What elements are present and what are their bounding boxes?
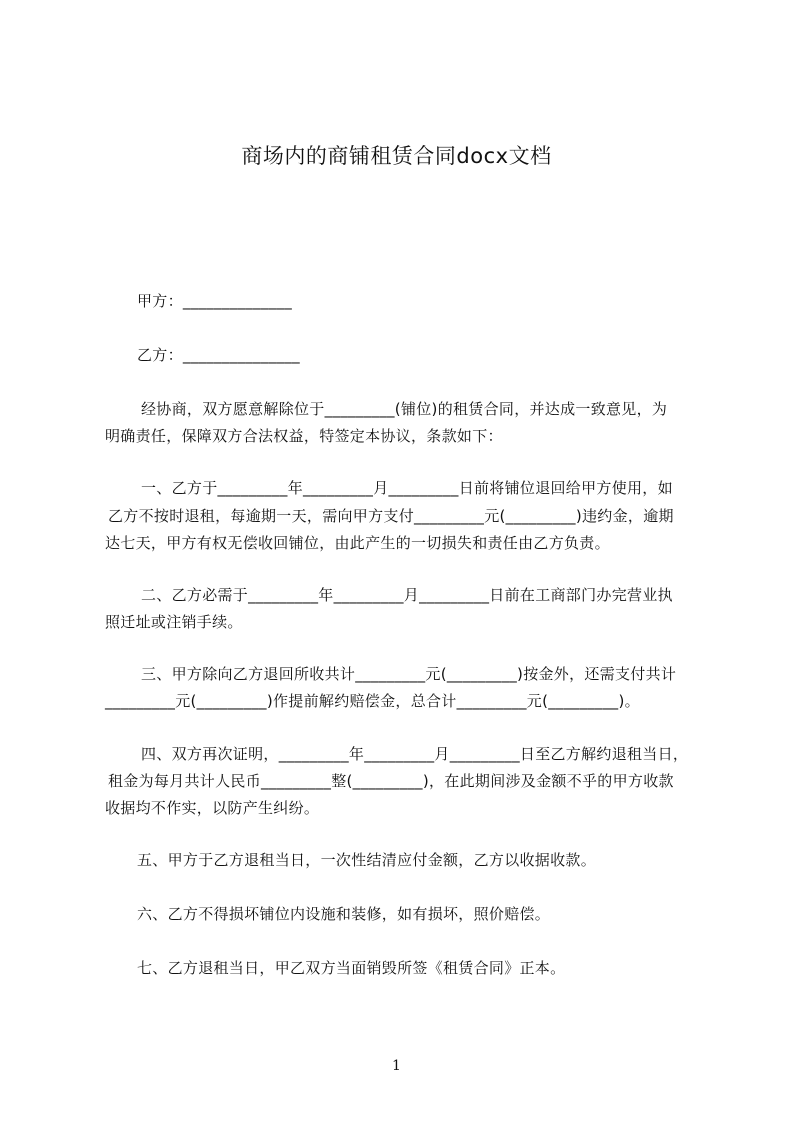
intro-line-1: 经协商，双方愿意解除位于_________(铺位)的租赁合同，并达成一致意见，为 <box>141 400 668 418</box>
document-title: 商场内的商铺租赁合同docx文档 <box>241 144 552 168</box>
clause-5-line: 五、甲方于乙方退租当日，一次性结清应付金额，乙方以收据收款。 <box>137 851 597 869</box>
clause-2-line-2: 照迁址或注销手续。 <box>105 613 243 631</box>
clause-7-line: 七、乙方退租当日，甲乙双方当面销毁所签《租赁合同》正本。 <box>137 959 566 977</box>
clause-3-line-1: 三、甲方除向乙方退回所收共计_________元(_________)按金外，还需支付共计 <box>141 665 677 683</box>
clause-4-line-1: 四、双方再次证明，_________年_________月_________日至乙方解约退租当日， <box>141 745 689 763</box>
clause-4-line-2: 租金为每月共计人民币_________整(_________)，在此期间涉及金额不乎的甲方收款 <box>108 772 674 790</box>
page-number: 1 <box>392 1058 401 1074</box>
party-a-line: 甲方：______________ <box>137 292 293 310</box>
clause-1-line-3: 达七天，甲方有权无偿收回铺位，由此产生的一切损失和责任由乙方负责。 <box>105 534 610 552</box>
clause-4-line-3: 收据均不作实，以防产生纠纷。 <box>105 799 320 817</box>
intro-line-2: 明确责任，保障双方合法权益，特签定本协议，条款如下： <box>105 427 503 445</box>
clause-2-line-1: 二、乙方必需于_________年_________月_________日前在工商部门办完营业执 <box>141 586 673 604</box>
clause-1-line-2: 乙方不按时退租，每逾期一天，需向甲方支付_________元(_________)违约金，逾期 <box>108 507 674 525</box>
party-b-line: 乙方：_______________ <box>137 346 300 364</box>
clause-6-line: 六、乙方不得损坏铺位内设施和装修，如有损坏，照价赔偿。 <box>137 905 551 923</box>
clause-3-line-2: _________元(_________)作提前解约赔偿金，总合计_________元(_________)。 <box>105 692 640 710</box>
clause-1-line-1: 一、乙方于_________年_________月_________日前将铺位退回给甲方使用，如 <box>141 479 673 497</box>
